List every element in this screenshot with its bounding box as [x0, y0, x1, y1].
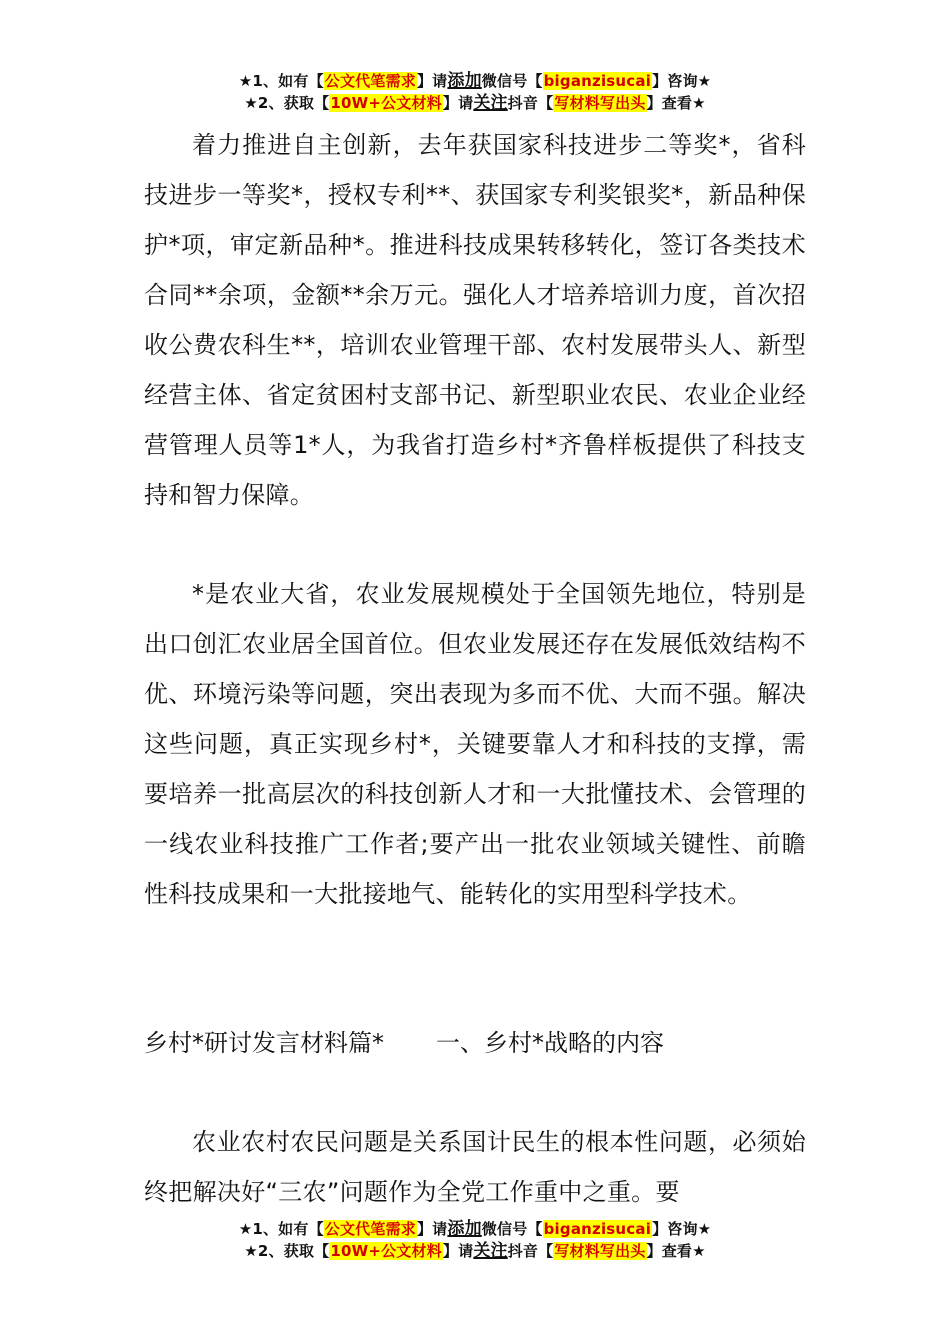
banner-text: 】请: [442, 1242, 474, 1260]
banner-text: 】请: [442, 94, 474, 112]
highlight-wechat-id: biganzisucai: [543, 1220, 652, 1238]
banner-line-2: [0, 1240, 950, 1262]
paragraph-1: 着力推进自主创新，去年获国家科技进步二等奖*，省科技进步一等奖*，授权专利**、获国家专利奖银奖*，新品种保护*项，审定新品种*。推进科技成果转移转化，签订各类技术合同**余项，金额**余万元。强化人才培养培训力度，首次招收公费农科生**，培训农业管理干部、农村发展带头人、新型经营主体、省定贫困村支部书记、新型职业农民、农业企业经营管理人员等1*人，为我省打造乡村*齐鲁样板提供了科技支持和智力保障。: [144, 131, 806, 509]
banner-line-1: [0, 70, 950, 92]
banner-text: ★2、获取【: [244, 94, 330, 112]
emphasis-add: 添加: [447, 71, 482, 91]
banner-text: 】查看★: [646, 1242, 706, 1260]
highlight-materials: 10W+公文材料: [330, 94, 442, 112]
highlight-materials: 10W+公文材料: [330, 1242, 442, 1260]
highlight-service: 公文代笔需求: [324, 72, 416, 90]
paragraph-3: 农业农村农民问题是关系国计民生的根本性问题，必须始终把解决好“三农”问题作为全党工作重中之重。要: [144, 1128, 806, 1206]
banner-line-1: [0, 1218, 950, 1240]
banner-text: ★2、获取【: [244, 1242, 330, 1260]
banner-text: 】请: [416, 72, 448, 90]
banner-text: 】咨询★: [652, 1220, 712, 1238]
highlight-douyin-id: 写材料写出头: [554, 1242, 646, 1260]
highlight-douyin-id: 写材料写出头: [554, 94, 646, 112]
header-banner: [0, 70, 950, 114]
heading-left: 乡村*研讨发言材料篇*: [144, 1029, 384, 1057]
heading-right: 一、乡村*战略的内容: [436, 1029, 664, 1057]
paragraph-3-block: [144, 1117, 806, 1217]
highlight-wechat-id: biganzisucai: [543, 72, 652, 90]
banner-text: 】请: [416, 1220, 448, 1238]
section-heading: [144, 1018, 806, 1068]
banner-text: 微信号【: [481, 1220, 543, 1238]
banner-line-2: [0, 92, 950, 114]
emphasis-follow: 关注: [473, 93, 508, 113]
highlight-service: 公文代笔需求: [324, 1220, 416, 1238]
emphasis-add: 添加: [447, 1219, 482, 1239]
banner-text: 微信号【: [481, 72, 543, 90]
banner-text: ★1、如有【: [238, 1220, 324, 1238]
banner-text: 抖音【: [507, 1242, 554, 1260]
banner-text: 】查看★: [646, 94, 706, 112]
banner-text: ★1、如有【: [238, 72, 324, 90]
banner-text: 抖音【: [507, 94, 554, 112]
emphasis-follow: 关注: [473, 1241, 508, 1261]
banner-text: 】咨询★: [652, 72, 712, 90]
paragraph-1-block: [144, 120, 806, 520]
paragraph-2: *是农业大省，农业发展规模处于全国领先地位，特别是出口创汇农业居全国首位。但农业发展还存在发展低效结构不优、环境污染等问题，突出表现为多而不优、大而不强。解决这些问题，真正实现乡村*，关键要靠人才和科技的支撑，需要培养一批高层次的科技创新人才和一大批懂技术、会管理的一线农业科技推广工作者;要产出一批农业领域关键性、前瞻性科技成果和一大批接地气、能转化的实用型科学技术。: [144, 580, 806, 908]
paragraph-2-block: [144, 569, 806, 919]
footer-banner: [0, 1218, 950, 1262]
